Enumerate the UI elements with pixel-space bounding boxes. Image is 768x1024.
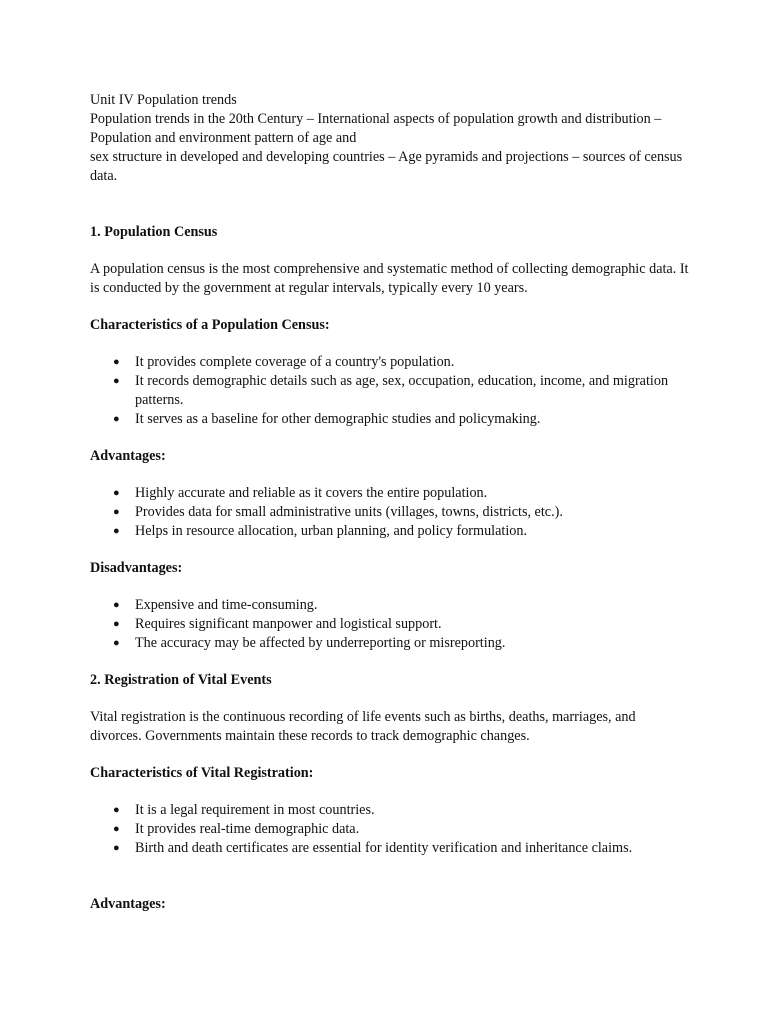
list-item: ● Birth and death certificates are essential for identity verification and inheritance claims. bbox=[113, 840, 633, 856]
section-1-disadvantages-heading: Disadvantages: bbox=[90, 560, 183, 576]
section-2-advantages-heading: Advantages: bbox=[90, 896, 166, 912]
bullet-icon: ● bbox=[113, 356, 120, 368]
list-item: ● Requires significant manpower and logistical support. bbox=[113, 616, 442, 632]
bullet-icon: ● bbox=[113, 618, 120, 630]
section-1-advantages-list bbox=[90, 484, 690, 541]
bullet-icon: ● bbox=[113, 804, 120, 816]
bullet-icon: ● bbox=[113, 487, 120, 499]
section-1-disadvantages-list bbox=[90, 596, 690, 653]
list-item: ● Provides data for small administrative units (villages, towns, districts, etc.). bbox=[113, 504, 563, 520]
section-2-characteristics-list bbox=[90, 801, 690, 858]
section-1-paragraph: A population census is the most comprehensive and systematic method of collecting demographic data. It is conducted by the government at regular intervals, typically every 10 years. bbox=[90, 261, 689, 296]
unit-topics-line-1: Population trends in the 20th Century – International aspects of population growth and distribution – Population and environment pattern of age and bbox=[90, 111, 662, 146]
section-1-advantages-heading: Advantages: bbox=[90, 448, 166, 464]
list-item: ● It provides real-time demographic data. bbox=[113, 821, 360, 837]
list-item: ● It is a legal requirement in most countries. bbox=[113, 802, 375, 818]
bullet-icon: ● bbox=[113, 525, 120, 537]
bullet-icon: ● bbox=[113, 823, 120, 835]
section-2-heading: 2. Registration of Vital Events bbox=[90, 672, 272, 688]
list-item: ● Expensive and time-consuming. bbox=[113, 597, 318, 613]
list-item: ● It serves as a baseline for other demographic studies and policymaking. bbox=[113, 411, 541, 427]
unit-topics-line-2: sex structure in developed and developing countries – Age pyramids and projections – sources of census data. bbox=[90, 149, 683, 184]
list-item: ● It records demographic details such as age, sex, occupation, education, income, and migration patterns. bbox=[113, 373, 669, 408]
section-1-characteristics-heading: Characteristics of a Population Census: bbox=[90, 317, 330, 333]
unit-intro bbox=[90, 91, 690, 186]
bullet-icon: ● bbox=[113, 375, 120, 387]
list-item: ● Highly accurate and reliable as it covers the entire population. bbox=[113, 485, 488, 501]
bullet-icon: ● bbox=[113, 637, 120, 649]
list-item: ● The accuracy may be affected by underreporting or misreporting. bbox=[113, 635, 506, 651]
unit-title: Unit IV Population trends bbox=[90, 92, 237, 108]
bullet-icon: ● bbox=[113, 599, 120, 611]
list-item: ● Helps in resource allocation, urban planning, and policy formulation. bbox=[113, 523, 528, 539]
list-item: ● It provides complete coverage of a country's population. bbox=[113, 354, 455, 370]
bullet-icon: ● bbox=[113, 506, 120, 518]
section-2-paragraph: Vital registration is the continuous recording of life events such as births, deaths, marriages, and divorces. Governments maintain these records to track demographic changes. bbox=[90, 709, 636, 744]
section-2-characteristics-heading: Characteristics of Vital Registration: bbox=[90, 765, 314, 781]
document-body bbox=[90, 91, 690, 914]
bullet-icon: ● bbox=[113, 413, 120, 425]
section-1-characteristics-list bbox=[90, 353, 690, 429]
bullet-icon: ● bbox=[113, 842, 120, 854]
section-1-heading: 1. Population Census bbox=[90, 224, 218, 240]
